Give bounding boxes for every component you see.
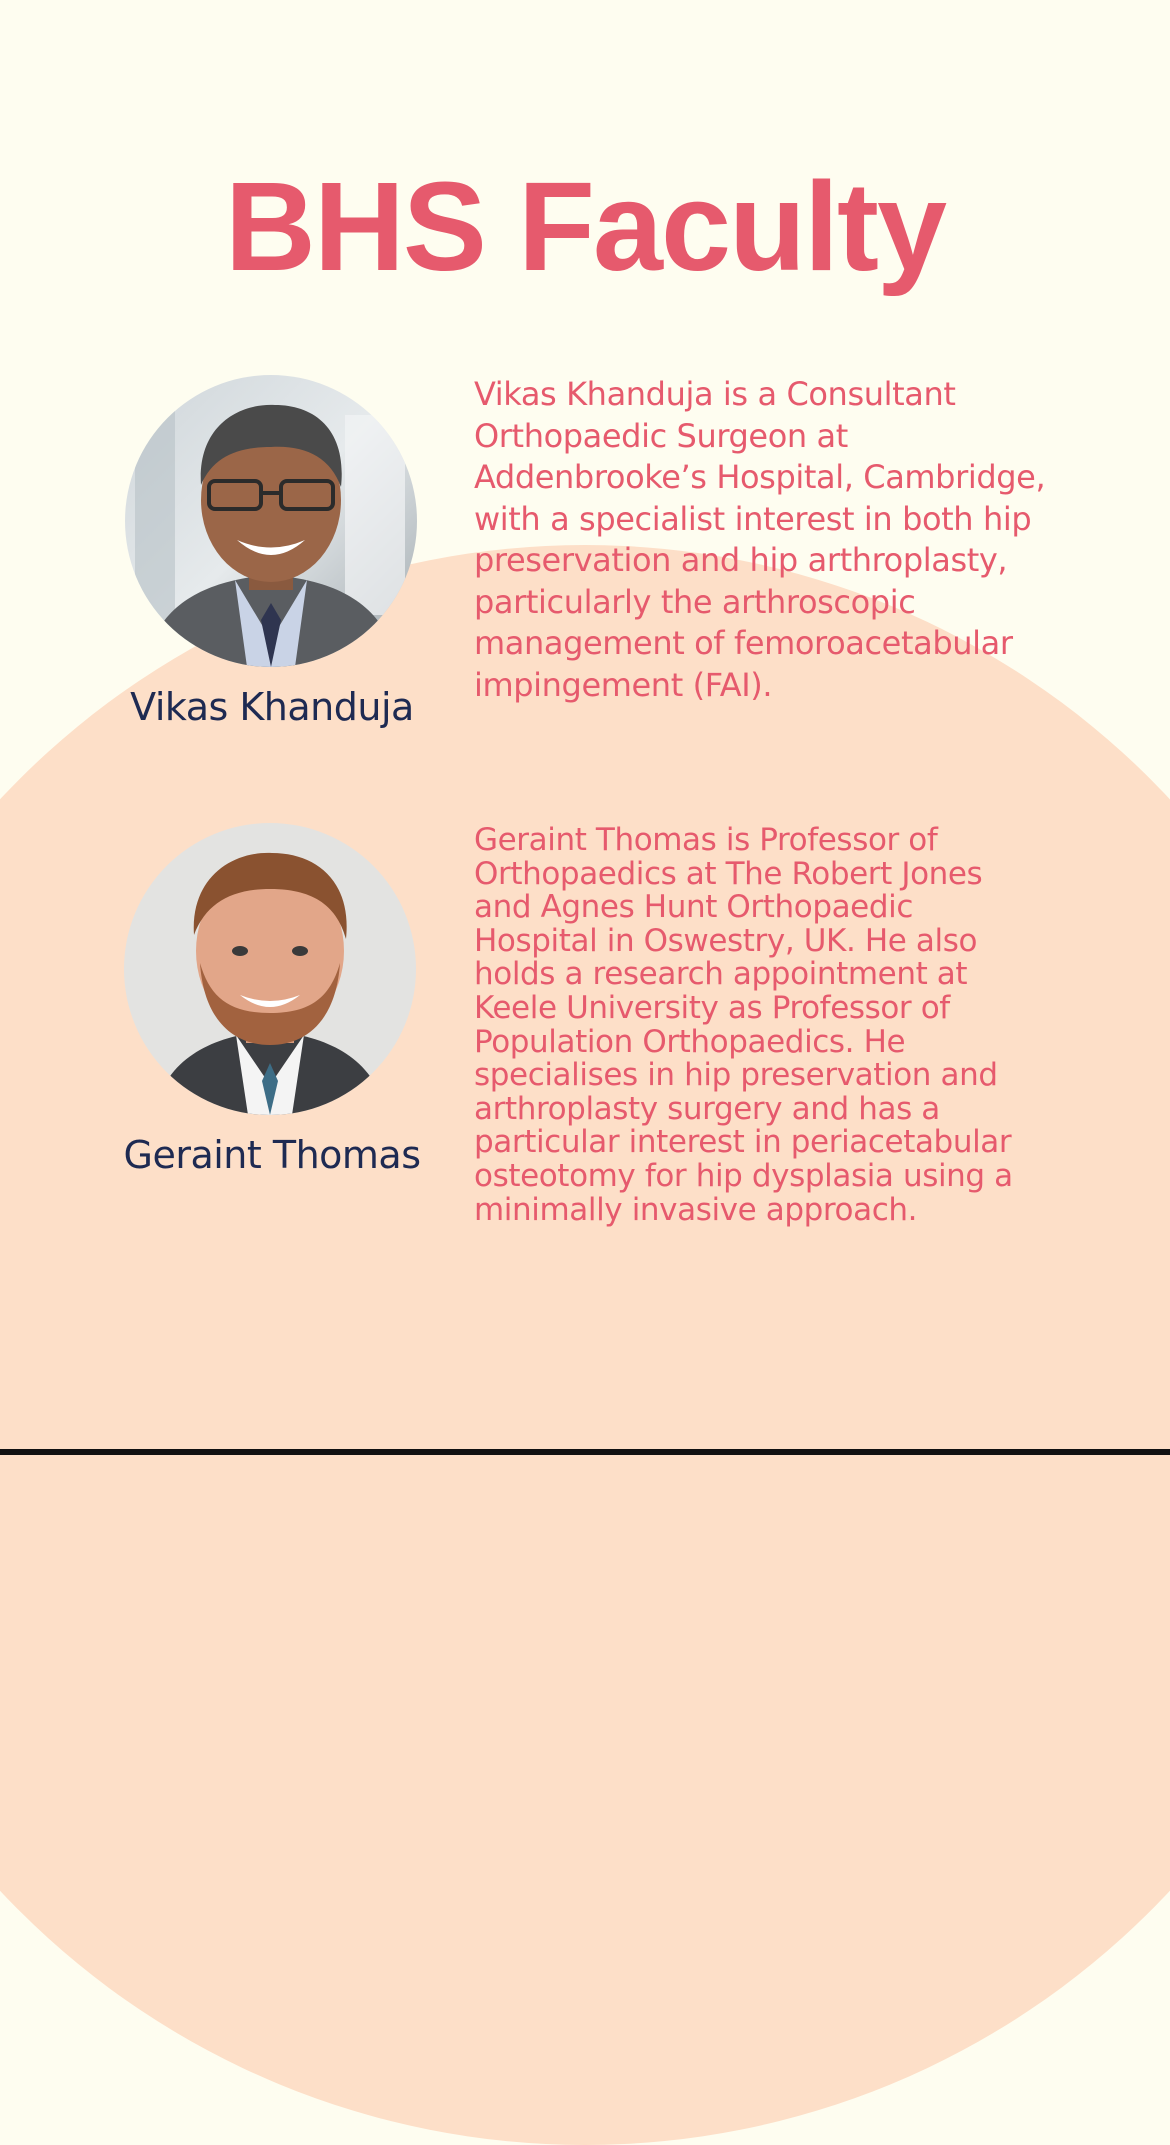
bio-line: Population Orthopaedics. He xyxy=(474,1023,906,1060)
bio-line: Orthopaedic Surgeon at xyxy=(474,416,848,455)
bottom-bar xyxy=(0,1449,1170,1455)
bio-line: Keele University as Professor of xyxy=(474,989,950,1026)
bio-line: Vikas Khanduja is a Consultant xyxy=(474,375,956,413)
bio-line: osteotomy for hip dysplasia using a xyxy=(474,1157,1013,1194)
bio-line: Hospital in Oswestry, UK. He also xyxy=(474,922,978,959)
bio-line: minimally invasive approach. xyxy=(474,1191,918,1228)
bio-line: Geraint Thomas is Professor of xyxy=(474,822,938,858)
bio-line: management of femoroacetabular xyxy=(474,624,1013,662)
bio-line: preservation and hip arthroplasty, xyxy=(474,541,1008,579)
bio-line: Addenbrooke’s Hospital, Cambridge, xyxy=(474,458,1046,496)
bio-line: impingement (FAI). xyxy=(474,665,773,704)
bio-line: particular interest in periacetabular xyxy=(474,1124,1012,1161)
bio-line: particularly the arthroscopic xyxy=(474,582,916,621)
name-vikas-khanduja: Vikas Khanduja xyxy=(130,685,414,729)
bio-line: holds a research appointment at xyxy=(474,956,968,993)
avatar-vikas-khanduja xyxy=(125,375,417,667)
bio-line: and Agnes Hunt Orthopaedic xyxy=(474,889,913,926)
background-arc xyxy=(0,545,1170,2145)
bio-vikas-khanduja xyxy=(474,374,1104,706)
page-title: BHS Faculty xyxy=(224,156,946,297)
name-geraint-thomas: Geraint Thomas xyxy=(123,1133,421,1177)
bio-geraint-thomas xyxy=(474,824,1104,1227)
bio-line: specialises in hip preservation and xyxy=(474,1057,998,1094)
bio-line: with a specialist interest in both hip xyxy=(474,499,1032,538)
bio-line: Orthopaedics at The Robert Jones xyxy=(474,855,983,892)
bio-line: arthroplasty surgery and has a xyxy=(474,1090,940,1127)
avatar-geraint-thomas xyxy=(124,823,416,1115)
